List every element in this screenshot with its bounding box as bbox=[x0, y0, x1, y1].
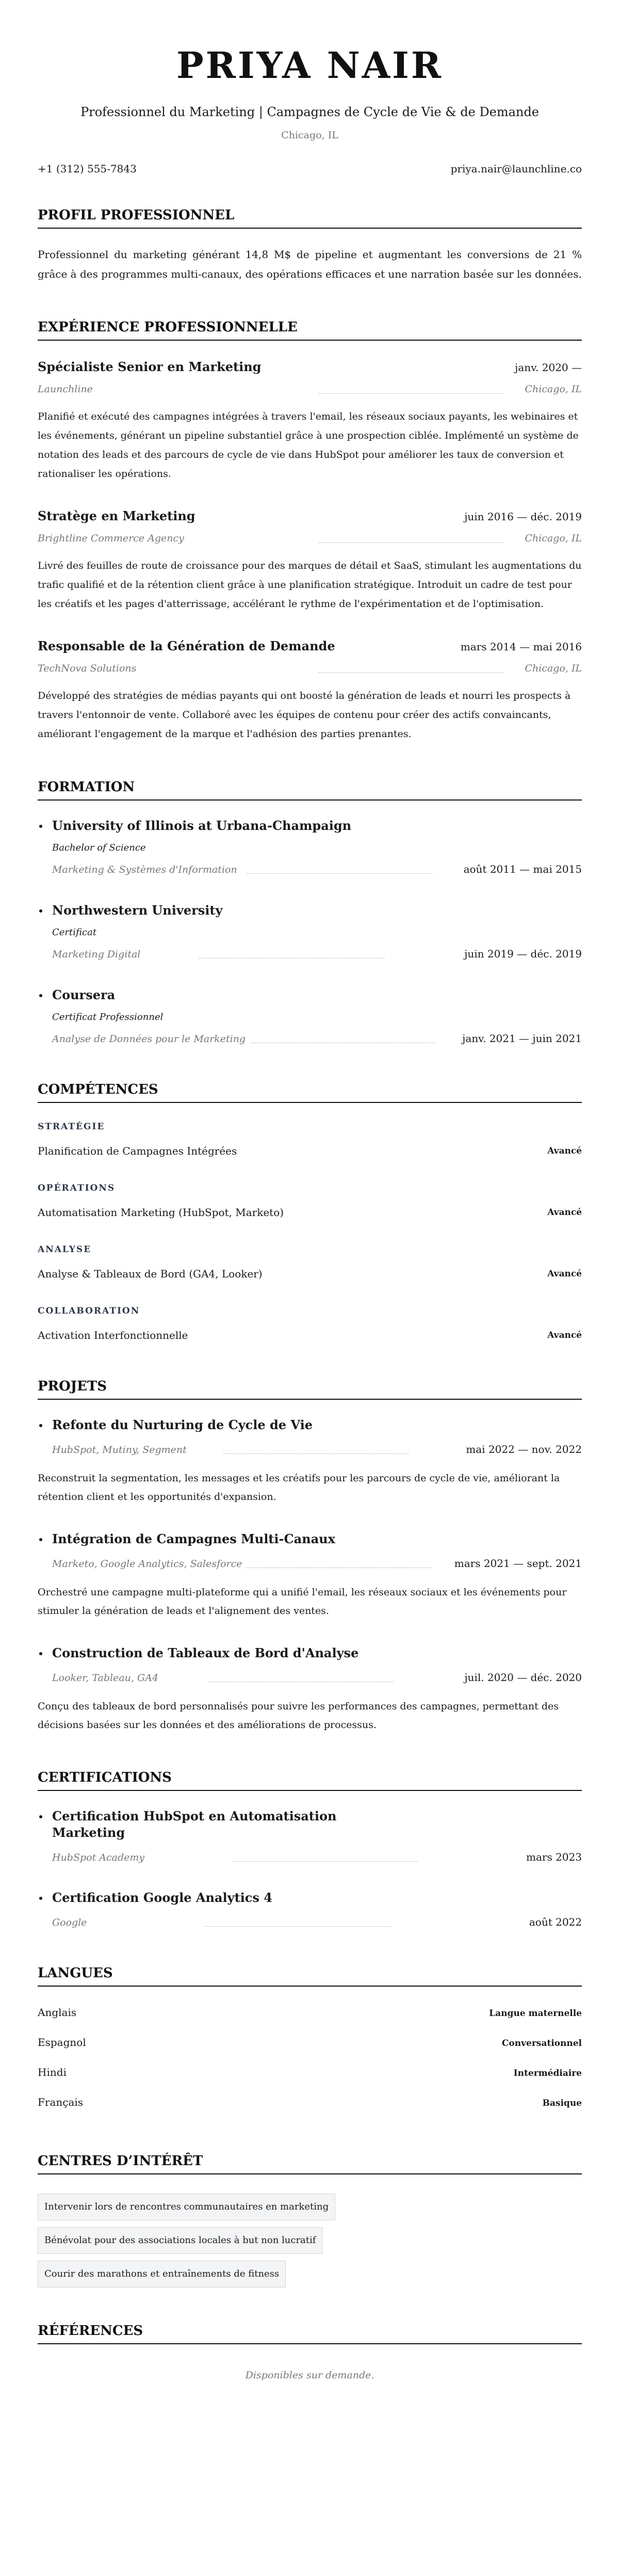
language-row bbox=[38, 2028, 582, 2058]
phone[interactable]: +1 (312) 555-7843 bbox=[38, 163, 137, 175]
certification-entry bbox=[38, 1890, 582, 1930]
dotted-leader bbox=[205, 1926, 390, 1927]
interest-tag: Intervenir lors de rencontres communautaires en marketing bbox=[38, 2194, 335, 2220]
projects-section bbox=[38, 1377, 582, 1734]
field-of-study: Marketing & Systèmes d'Information bbox=[52, 864, 237, 875]
education-dates: juin 2019 — déc. 2019 bbox=[464, 948, 582, 960]
skill-category: OPÉRATIONS bbox=[38, 1183, 116, 1193]
degree: Certificat bbox=[52, 927, 97, 938]
section-heading: FORMATION bbox=[38, 778, 582, 801]
project-description: Conçu des tableaux de bord personnalisés pour suivre les performances des campagnes, permettant des décisions basées sur les données et des améliorations de processus. bbox=[38, 1701, 559, 1731]
school-name: University of Illinois at Urbana-Champaign bbox=[52, 818, 352, 833]
education-entry bbox=[38, 902, 582, 962]
project-entry bbox=[38, 1531, 582, 1620]
skill-level: Avancé bbox=[547, 1330, 582, 1340]
certification-issuer: HubSpot Academy bbox=[52, 1852, 145, 1863]
project-title: Intégration de Campagnes Multi-Canaux bbox=[52, 1531, 335, 1546]
dotted-leader bbox=[245, 1567, 431, 1568]
field-of-study: Marketing Digital bbox=[52, 949, 141, 960]
project-tech: Marketo, Google Analytics, Salesforce bbox=[52, 1558, 242, 1570]
language-row bbox=[38, 1998, 582, 2028]
contact-info bbox=[38, 161, 582, 177]
language-row bbox=[38, 2088, 582, 2118]
skill-level: Avancé bbox=[547, 1207, 582, 1218]
project-title: Refonte du Nurturing de Cycle de Vie bbox=[52, 1417, 313, 1432]
language-level: Langue maternelle bbox=[489, 2008, 582, 2019]
skill-category: COLLABORATION bbox=[38, 1306, 140, 1316]
languages-section bbox=[38, 1964, 582, 2118]
dotted-leader bbox=[247, 873, 433, 874]
certification-date: mars 2023 bbox=[526, 1851, 582, 1863]
skill-row bbox=[38, 1143, 582, 1159]
job-description: Livré des feuilles de route de croissance pour des marques de détail et SaaS, stimulant les augmentations du trafic qualifié et de la rétention client grâce à une planification stratégique. Introduit un cadre de test pour les créatifs et les pages d'atterrissage, accélérant le rythme de l'expérimentation et de l'optimisation. bbox=[38, 560, 582, 610]
project-dates: juil. 2020 — déc. 2020 bbox=[464, 1671, 582, 1684]
job-title: Responsable de la Génération de Demande bbox=[38, 638, 335, 653]
section-heading: PROJETS bbox=[38, 1377, 582, 1400]
professional-title: Professionnel du Marketing | Campagnes de Cycle de Vie & de Demande bbox=[80, 105, 539, 119]
skill-row bbox=[38, 1266, 582, 1282]
job-location: Chicago, IL bbox=[525, 663, 582, 674]
dotted-leader bbox=[318, 393, 504, 394]
email[interactable]: priya.nair@launchline.co bbox=[450, 163, 582, 175]
school-name: Northwestern University bbox=[52, 903, 223, 918]
language-row bbox=[38, 2058, 582, 2088]
skill-category: STRATÉGIE bbox=[38, 1122, 105, 1132]
dotted-leader bbox=[223, 1453, 409, 1454]
skill-row bbox=[38, 1327, 582, 1343]
skill-name: Activation Interfonctionnelle bbox=[38, 1329, 188, 1341]
company-name: Brightline Commerce Agency bbox=[38, 533, 184, 544]
skill-level: Avancé bbox=[547, 1269, 582, 1279]
job-dates: juin 2016 — déc. 2019 bbox=[464, 510, 582, 523]
section-heading: CERTIFICATIONS bbox=[38, 1768, 582, 1791]
section-heading: PROFIL PROFESSIONNEL bbox=[38, 206, 582, 229]
project-tech: Looker, Tableau, GA4 bbox=[52, 1672, 158, 1684]
skill-row bbox=[38, 1205, 582, 1220]
project-entry bbox=[38, 1645, 582, 1734]
job-entry bbox=[38, 508, 582, 614]
location: Chicago, IL bbox=[281, 130, 338, 141]
certification-name: Certification Google Analytics 4 bbox=[52, 1890, 272, 1905]
skill-name: Analyse & Tableaux de Bord (GA4, Looker) bbox=[38, 1268, 263, 1280]
company-name: Launchline bbox=[38, 383, 93, 395]
job-entry bbox=[38, 638, 582, 744]
section-heading: RÉFÉRENCES bbox=[38, 2322, 582, 2344]
job-entry bbox=[38, 359, 582, 484]
section-heading: CENTRES D’INTÉRÊT bbox=[38, 2152, 582, 2174]
language-name: Hindi bbox=[38, 2066, 67, 2078]
certification-issuer: Google bbox=[52, 1917, 87, 1928]
candidate-name: PRIYA NAIR bbox=[176, 44, 443, 87]
job-description: Planifié et exécuté des campagnes intégrées à travers l'email, les réseaux sociaux payants, les webinaires et les événements, générant un pipeline substantiel grâce à une prospection ciblée. Implémenté un système de notation des leads et des parcours de cycle de vie dans HubSpot pour améliorer les taux de conversion et rationaliser les opérations. bbox=[38, 411, 579, 479]
school-name: Coursera bbox=[52, 987, 116, 1002]
job-dates: mars 2014 — mai 2016 bbox=[460, 641, 582, 653]
interests-section bbox=[38, 2152, 582, 2287]
resume-header bbox=[38, 44, 582, 177]
language-name: Anglais bbox=[38, 2006, 77, 2019]
education-dates: août 2011 — mai 2015 bbox=[463, 863, 582, 875]
certifications-section bbox=[38, 1768, 582, 1930]
language-level: Intermédiaire bbox=[513, 2068, 582, 2078]
job-title: Stratège en Marketing bbox=[38, 508, 196, 523]
certification-name: Certification HubSpot en Automatisation Marketing bbox=[52, 1809, 337, 1840]
dotted-leader bbox=[318, 542, 504, 543]
skill-name: Automatisation Marketing (HubSpot, Marketo) bbox=[38, 1206, 284, 1219]
references-text: Disponibles sur demande. bbox=[245, 2370, 374, 2381]
job-location: Chicago, IL bbox=[525, 533, 582, 544]
references-section bbox=[38, 2322, 582, 2383]
profile-section bbox=[38, 206, 582, 284]
company-name: TechNova Solutions bbox=[38, 663, 137, 674]
project-dates: mars 2021 — sept. 2021 bbox=[454, 1557, 582, 1570]
project-tech: HubSpot, Mutiny, Segment bbox=[52, 1444, 187, 1455]
interest-tag: Courir des marathons et entraînements de fitness bbox=[38, 2261, 286, 2287]
project-title: Construction de Tableaux de Bord d'Analyse bbox=[52, 1645, 359, 1660]
section-heading: LANGUES bbox=[38, 1964, 582, 1987]
project-description: Orchestré une campagne multi-plateforme qui a unifié l'email, les réseaux sociaux et les événements pour stimuler la génération de leads et l'alignement des ventes. bbox=[38, 1587, 567, 1617]
experience-section bbox=[38, 318, 582, 744]
dotted-leader bbox=[232, 1861, 418, 1862]
certification-date: août 2022 bbox=[529, 1916, 582, 1928]
degree: Certificat Professionnel bbox=[52, 1012, 164, 1022]
job-dates: janv. 2020 — bbox=[515, 361, 582, 374]
field-of-study: Analyse de Données pour le Marketing bbox=[52, 1033, 246, 1045]
section-heading: EXPÉRIENCE PROFESSIONNELLE bbox=[38, 318, 582, 341]
interest-tag: Bénévolat pour des associations locales à but non lucratif bbox=[38, 2227, 322, 2254]
education-dates: janv. 2021 — juin 2021 bbox=[462, 1032, 582, 1045]
education-entry bbox=[38, 818, 582, 877]
language-level: Conversationnel bbox=[501, 2038, 582, 2049]
project-dates: mai 2022 — nov. 2022 bbox=[466, 1443, 582, 1455]
certification-entry bbox=[38, 1808, 582, 1865]
job-location: Chicago, IL bbox=[525, 383, 582, 395]
section-heading: COMPÉTENCES bbox=[38, 1080, 582, 1103]
skills-section bbox=[38, 1080, 582, 1343]
skill-level: Avancé bbox=[547, 1146, 582, 1156]
degree: Bachelor of Science bbox=[52, 842, 146, 853]
language-name: Français bbox=[38, 2096, 84, 2108]
project-entry bbox=[38, 1417, 582, 1506]
job-description: Développé des stratégies de médias payants qui ont boosté la génération de leads et nourri les prospects à travers l'entonnoir de vente. Collaboré avec les équipes de contenu pour créer des actifs convaincants, améliorant l'engagement de la marque et l'adhésion des parties prenantes. bbox=[38, 690, 571, 740]
education-section bbox=[38, 778, 582, 1046]
education-entry bbox=[38, 987, 582, 1046]
language-name: Espagnol bbox=[38, 2036, 86, 2049]
project-description: Reconstruit la segmentation, les messages et les créatifs pour les parcours de cycle de vie, améliorant la rétention client et les opportunités d'expansion. bbox=[38, 1473, 560, 1502]
profile-text: Professionnel du marketing générant 14,8 M$ de pipeline et augmentant les conversions de 21 % grâce à des programmes multi-canaux, des opérations efficaces et une narration basée sur les données. bbox=[38, 248, 582, 280]
skill-category: ANALYSE bbox=[38, 1244, 92, 1255]
skill-name: Planification de Campagnes Intégrées bbox=[38, 1145, 237, 1157]
resume bbox=[0, 44, 619, 2445]
job-title: Spécialiste Senior en Marketing bbox=[38, 359, 262, 374]
language-level: Basique bbox=[542, 2098, 582, 2108]
